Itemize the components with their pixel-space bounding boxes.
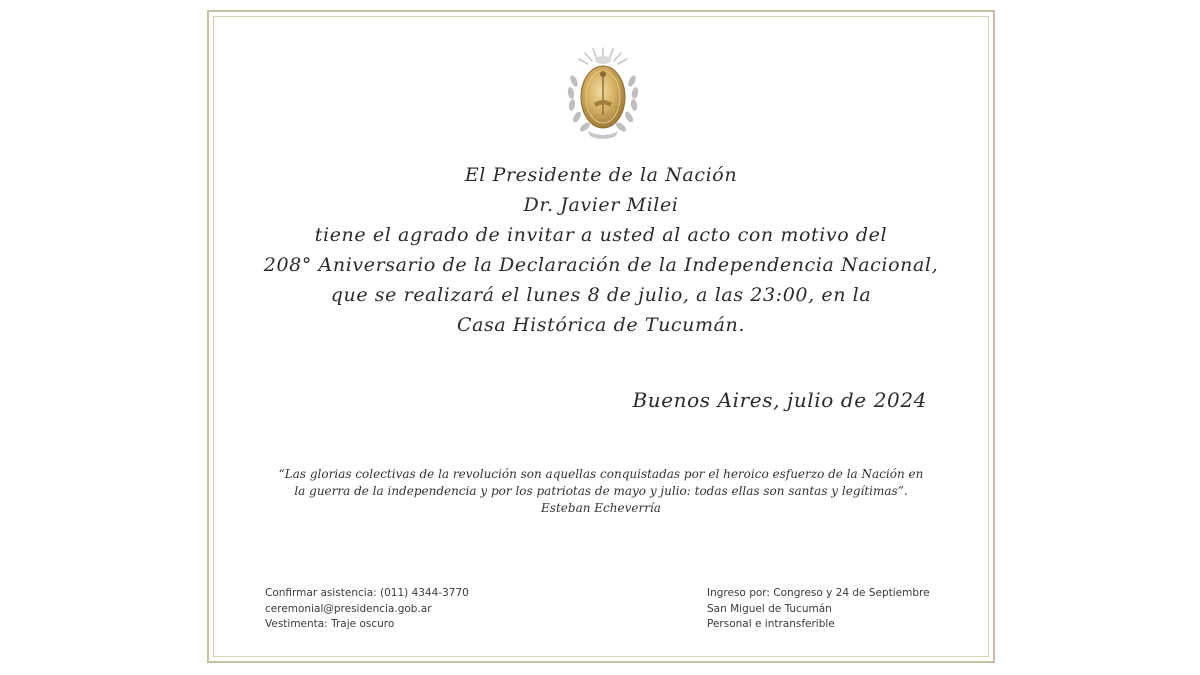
- invitation-line-datetime: que se realizará el lunes 8 de julio, a las 23:00, en la: [330, 284, 872, 306]
- invitation-line-host: El Presidente de la Nación: [464, 164, 738, 186]
- contact-email: ceremonial@presidencia.gob.ar: [265, 602, 432, 615]
- entrance-address: Ingreso por: Congreso y 24 de Septiembre: [707, 587, 930, 599]
- city: San Miguel de Tucumán: [707, 602, 832, 615]
- quote-line-1: “Las glorias colectivas de la revolución son aquellas conquistadas por el heroico esfuerzo de la Nación en: [278, 467, 924, 481]
- rsvp-phone: Confirmar asistencia: (011) 4344-3770: [265, 587, 469, 599]
- invitation-card: [207, 10, 995, 663]
- dress-code: Vestimenta: Traje oscuro: [265, 618, 395, 630]
- invitation-line-invite: tiene el agrado de invitar a usted al acto con motivo del: [314, 224, 888, 246]
- personal-note: Personal e intransferible: [707, 618, 835, 630]
- invitation-line-name: Dr. Javier Milei: [523, 194, 679, 216]
- coat-of-arms-seal-icon: [564, 45, 642, 141]
- quote-line-2: la guerra de la independencia y por los patriotas de mayo y julio: todas ellas son santas y legítimas”.: [294, 484, 908, 498]
- place-and-date: Buenos Aires, julio de 2024: [632, 388, 927, 412]
- quote-author: Esteban Echeverría: [541, 501, 661, 515]
- invitation-line-venue: Casa Histórica de Tucumán.: [456, 314, 746, 336]
- invitation-line-occasion: 208° Aniversario de la Declaración de la Independencia Nacional,: [263, 254, 939, 276]
- quote-block: [249, 466, 953, 517]
- invitation-text: [209, 160, 993, 340]
- footer-entry: [707, 586, 930, 633]
- footer-contact: [265, 586, 469, 633]
